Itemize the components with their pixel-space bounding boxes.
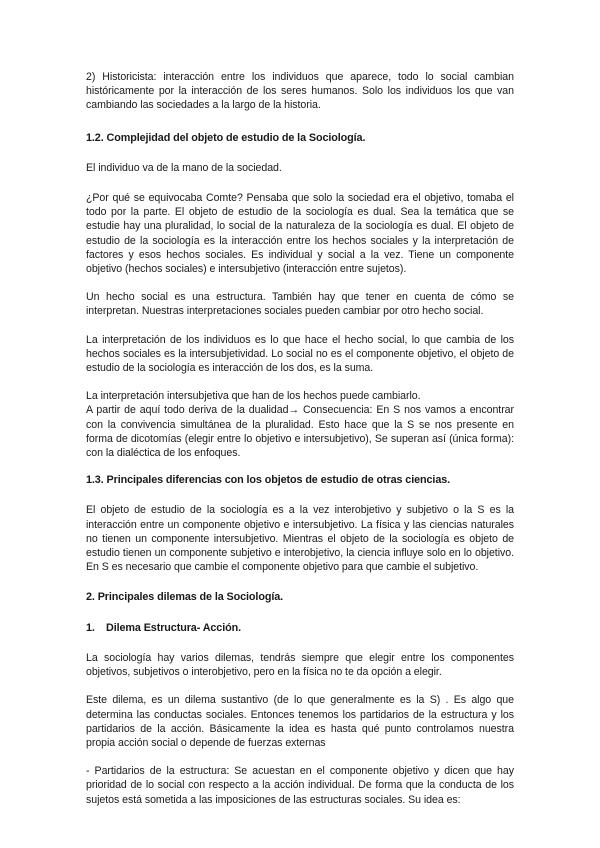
section-heading-1-3: 1.3. Principales diferencias con los objetos de estudio de otras ciencias. — [86, 474, 451, 487]
subsection-title: Dilema Estructura- Acción. — [106, 621, 241, 634]
section-heading-2: 2. Principales dilemas de la Sociología. — [86, 591, 284, 604]
paragraph-hecho-social: Un hecho social es una estructura. También hay que tener en cuenta de cómo se interpretan. Nuestras interpretaciones sociales pueden cambiar por otro hecho social. — [86, 291, 514, 318]
paragraph-historicista: 2) Historicista: interacción entre los individuos que aparece, todo lo social cambian históricamente por la interacción de los seres humanos. Solo los individuos los que van cambiando las sociedades a la largo de la historia. — [86, 71, 514, 112]
subsection-heading-dilema — [86, 621, 514, 635]
paragraph-dilemas: La sociología hay varios dilemas, tendrás siempre que elegir entre los componentes objetivos, subjetivos o interobjetivo, pero en la física no te da opción a elegir. — [86, 651, 514, 679]
paragraph-interpretacion-intersubjetiva: La interpretación intersubjetiva que han de los hechos puede cambiarlo. — [86, 390, 421, 403]
paragraph-dilema-sustantivo: Este dilema, es un dilema sustantivo (de lo que generalmente es la S) . Es algo que determina las conductas sociales. Entonces tenemos los partidarios de la estructura y los partidarios de la acción. Básicamente la idea es hasta qué punto controlamos nuestra propia acción social o depende de fuerzas externas — [86, 694, 514, 749]
paragraph-objeto-estudio: El objeto de estudio de la sociología es a la vez interobjetivo y subjetivo o la S es la interacción entre un componente objetivo e intersubjetivo. La física y las ciencias naturales no tienen un componente intersubjetivo. Mientras el objeto de la sociología es objeto de estudio tienen un componente subjetivo e interobjetivo, la ciencia influye solo en lo objetivo. En S es necesario que cambie el componente objetivo para que cambie el subjetivo. — [86, 504, 514, 574]
document-body — [86, 70, 514, 807]
list-number: 1. — [86, 621, 95, 634]
paragraph-interpretacion: La interpretación de los individuos es lo que hace el hecho social, lo que cambia de los hechos sociales es la intersubjetividad. Lo social no es el componente objetivo, el objeto de estudio de la sociología es interacción de los dos, es la suma. — [86, 333, 514, 375]
paragraph-individuo: El individuo va de la mano de la sociedad. — [86, 161, 282, 174]
paragraph-partidarios-estructura: - Partidarios de la estructura: Se acuestan en el componente objetivo y dicen que hay prioridad de lo social con respecto a la acción individual. De forma que la conducta de los sujetos está sometida a las imposiciones de las estructuras sociales. Su idea es: — [86, 765, 514, 806]
paragraph-comte: ¿Por qué se equivocaba Comte? Pensaba que solo la sociedad era el objetivo, tomaba el todo por la parte. El objeto de estudio de la sociología es dual. Sea la temática que se estudie hay una pluralidad, lo social de la naturaleza de la sociología es dual. El objeto de estudio de la sociología es la interacción entre los hechos sociales y la interpretación de factores y esos hechos sociales. Es individual y social a la vez. Tiene un componente objetivo (hechos sociales) e intersubjetivo (interacción entre sujetos). — [86, 192, 514, 276]
section-heading-1-2: 1.2. Complejidad del objeto de estudio de la Sociología. — [86, 131, 366, 144]
paragraph-dualidad: A partir de aquí todo deriva de la dualidad→ Consecuencia: En S nos vamos a encontrar con la convivencia simultánea de la pluralidad. Esto hace que la S se nos presente en forma de dicotomías (elegir entre lo objetivo e intersubjetivo), Se superan así (única forma): con la dialéctica de los enfoques. — [86, 404, 514, 460]
